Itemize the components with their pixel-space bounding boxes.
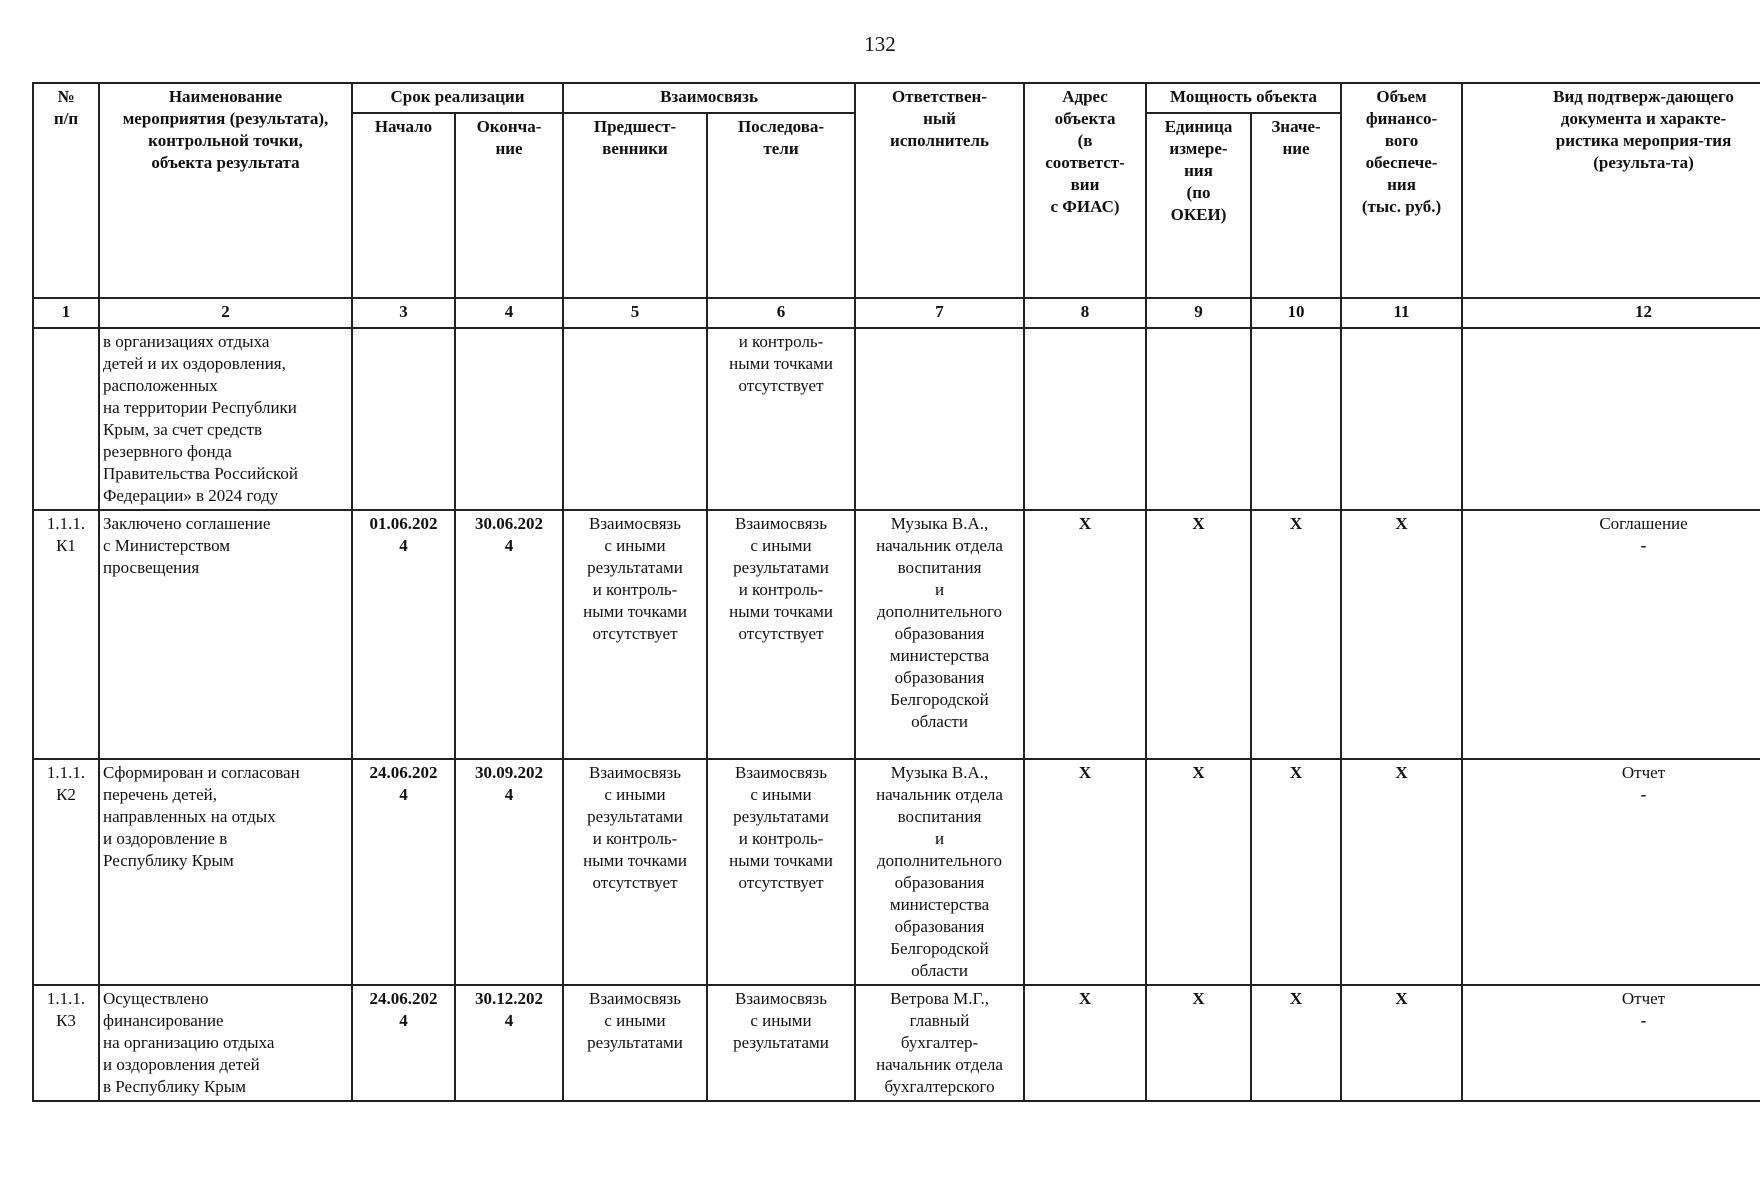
row-doc — [1462, 759, 1760, 985]
row-doc — [1462, 510, 1760, 759]
row-predecessors: Взаимосвязь с иными результатами и контроль- ными точками отсутствует — [563, 759, 707, 985]
row-unit: Х — [1146, 759, 1251, 985]
header-term: Срок реализации — [352, 83, 563, 113]
header-address: Адрес объекта (в соответст- вии с ФИАС) — [1024, 83, 1146, 298]
row-doc-type: Соглашение — [1599, 514, 1688, 533]
row-no — [33, 328, 99, 510]
row-name: Осуществлено финансирование на организацию отдыха и оздоровления детей в Республику Крым — [99, 985, 352, 1101]
row-start: 24.06.202 4 — [352, 759, 455, 985]
row-start: 24.06.202 4 — [352, 985, 455, 1101]
row-address: Х — [1024, 985, 1146, 1101]
row-value: Х — [1251, 985, 1341, 1101]
row-name: Заключено соглашение с Министерством просвещения — [99, 510, 352, 759]
col-number: 1 — [33, 298, 99, 328]
row-responsible: Музыка В.А., начальник отдела воспитания и дополнительного образования министерства образования Белгородской области — [855, 759, 1024, 985]
row-responsible: Музыка В.А., начальник отдела воспитания и дополнительного образования министерства образования Белгородской области — [855, 510, 1024, 759]
row-doc-mark: - — [1640, 536, 1647, 555]
row-successors: Взаимосвязь с иными результатами — [707, 985, 855, 1101]
row-unit — [1146, 328, 1251, 510]
header-unit: Единица измере- ния (по ОКЕИ) — [1146, 113, 1251, 298]
header-end: Оконча- ние — [455, 113, 563, 298]
col-number: 6 — [707, 298, 855, 328]
row-successors: Взаимосвязь с иными результатами и контроль- ными точками отсутствует — [707, 510, 855, 759]
header-capacity: Мощность объекта — [1146, 83, 1341, 113]
col-number: 12 — [1462, 298, 1760, 328]
row-value: Х — [1251, 759, 1341, 985]
table-row — [33, 759, 1760, 985]
table-row — [33, 985, 1760, 1101]
row-successors: Взаимосвязь с иными результатами и контроль- ными точками отсутствует — [707, 759, 855, 985]
row-predecessors — [563, 328, 707, 510]
row-predecessors: Взаимосвязь с иными результатами и контроль- ными точками отсутствует — [563, 510, 707, 759]
row-successors: и контроль- ными точками отсутствует — [707, 328, 855, 510]
col-number: 4 — [455, 298, 563, 328]
row-unit: Х — [1146, 510, 1251, 759]
row-funding: Х — [1341, 510, 1462, 759]
header-value: Значе- ние — [1251, 113, 1341, 298]
header-name: Наименование мероприятия (результата), контрольной точки, объекта результата — [99, 83, 352, 298]
row-funding: Х — [1341, 759, 1462, 985]
row-doc-mark: - — [1640, 1011, 1647, 1030]
header-no: № п/п — [33, 83, 99, 298]
col-number: 9 — [1146, 298, 1251, 328]
row-no: 1.1.1. К1 — [33, 510, 99, 759]
table-row — [33, 328, 1760, 510]
row-name: Сформирован и согласован перечень детей, направленных на отдых и оздоровление в Республику Крым — [99, 759, 352, 985]
header-funding: Объем финансо- вого обеспече- ния (тыс. руб.) — [1341, 83, 1462, 298]
row-no: 1.1.1. К2 — [33, 759, 99, 985]
row-responsible — [855, 328, 1024, 510]
row-start — [352, 328, 455, 510]
row-name: в организациях отдыха детей и их оздоровления, расположенных на территории Республики Крым, за счет средств резервного фонда Правительства Российской Федерации» в 2024 году — [99, 328, 352, 510]
header-responsible: Ответствен- ный исполнитель — [855, 83, 1024, 298]
table-row — [33, 510, 1760, 759]
row-end — [455, 328, 563, 510]
header-successors: Последова- тели — [707, 113, 855, 298]
row-doc — [1462, 985, 1760, 1101]
header-relation: Взаимосвязь — [563, 83, 855, 113]
row-responsible: Ветрова М.Г., главный бухгалтер- начальник отдела бухгалтерского — [855, 985, 1024, 1101]
header-doc: Вид подтверж-дающего документа и характе- ристика мероприя-тия (результа-та) — [1462, 83, 1760, 298]
row-unit: Х — [1146, 985, 1251, 1101]
row-doc-type: Отчет — [1621, 989, 1666, 1008]
row-value: Х — [1251, 510, 1341, 759]
row-doc — [1462, 328, 1760, 510]
row-start: 01.06.202 4 — [352, 510, 455, 759]
col-number: 10 — [1251, 298, 1341, 328]
header-start: Начало — [352, 113, 455, 298]
col-number: 11 — [1341, 298, 1462, 328]
row-end: 30.12.202 4 — [455, 985, 563, 1101]
row-address: Х — [1024, 759, 1146, 985]
col-number: 7 — [855, 298, 1024, 328]
row-end: 30.09.202 4 — [455, 759, 563, 985]
col-number: 3 — [352, 298, 455, 328]
row-doc-mark: - — [1640, 785, 1647, 804]
row-address — [1024, 328, 1146, 510]
row-doc-type: Отчет — [1621, 763, 1666, 782]
row-funding: Х — [1341, 985, 1462, 1101]
row-end: 30.06.202 4 — [455, 510, 563, 759]
row-no: 1.1.1. К3 — [33, 985, 99, 1101]
row-predecessors: Взаимосвязь с иными результатами — [563, 985, 707, 1101]
column-number-row — [33, 298, 1760, 328]
col-number: 2 — [99, 298, 352, 328]
header-predecessors: Предшест- венники — [563, 113, 707, 298]
page-number: 132 — [864, 32, 896, 56]
col-number: 8 — [1024, 298, 1146, 328]
col-number: 5 — [563, 298, 707, 328]
row-value — [1251, 328, 1341, 510]
plan-table — [32, 82, 1760, 1102]
row-funding — [1341, 328, 1462, 510]
row-address: Х — [1024, 510, 1146, 759]
